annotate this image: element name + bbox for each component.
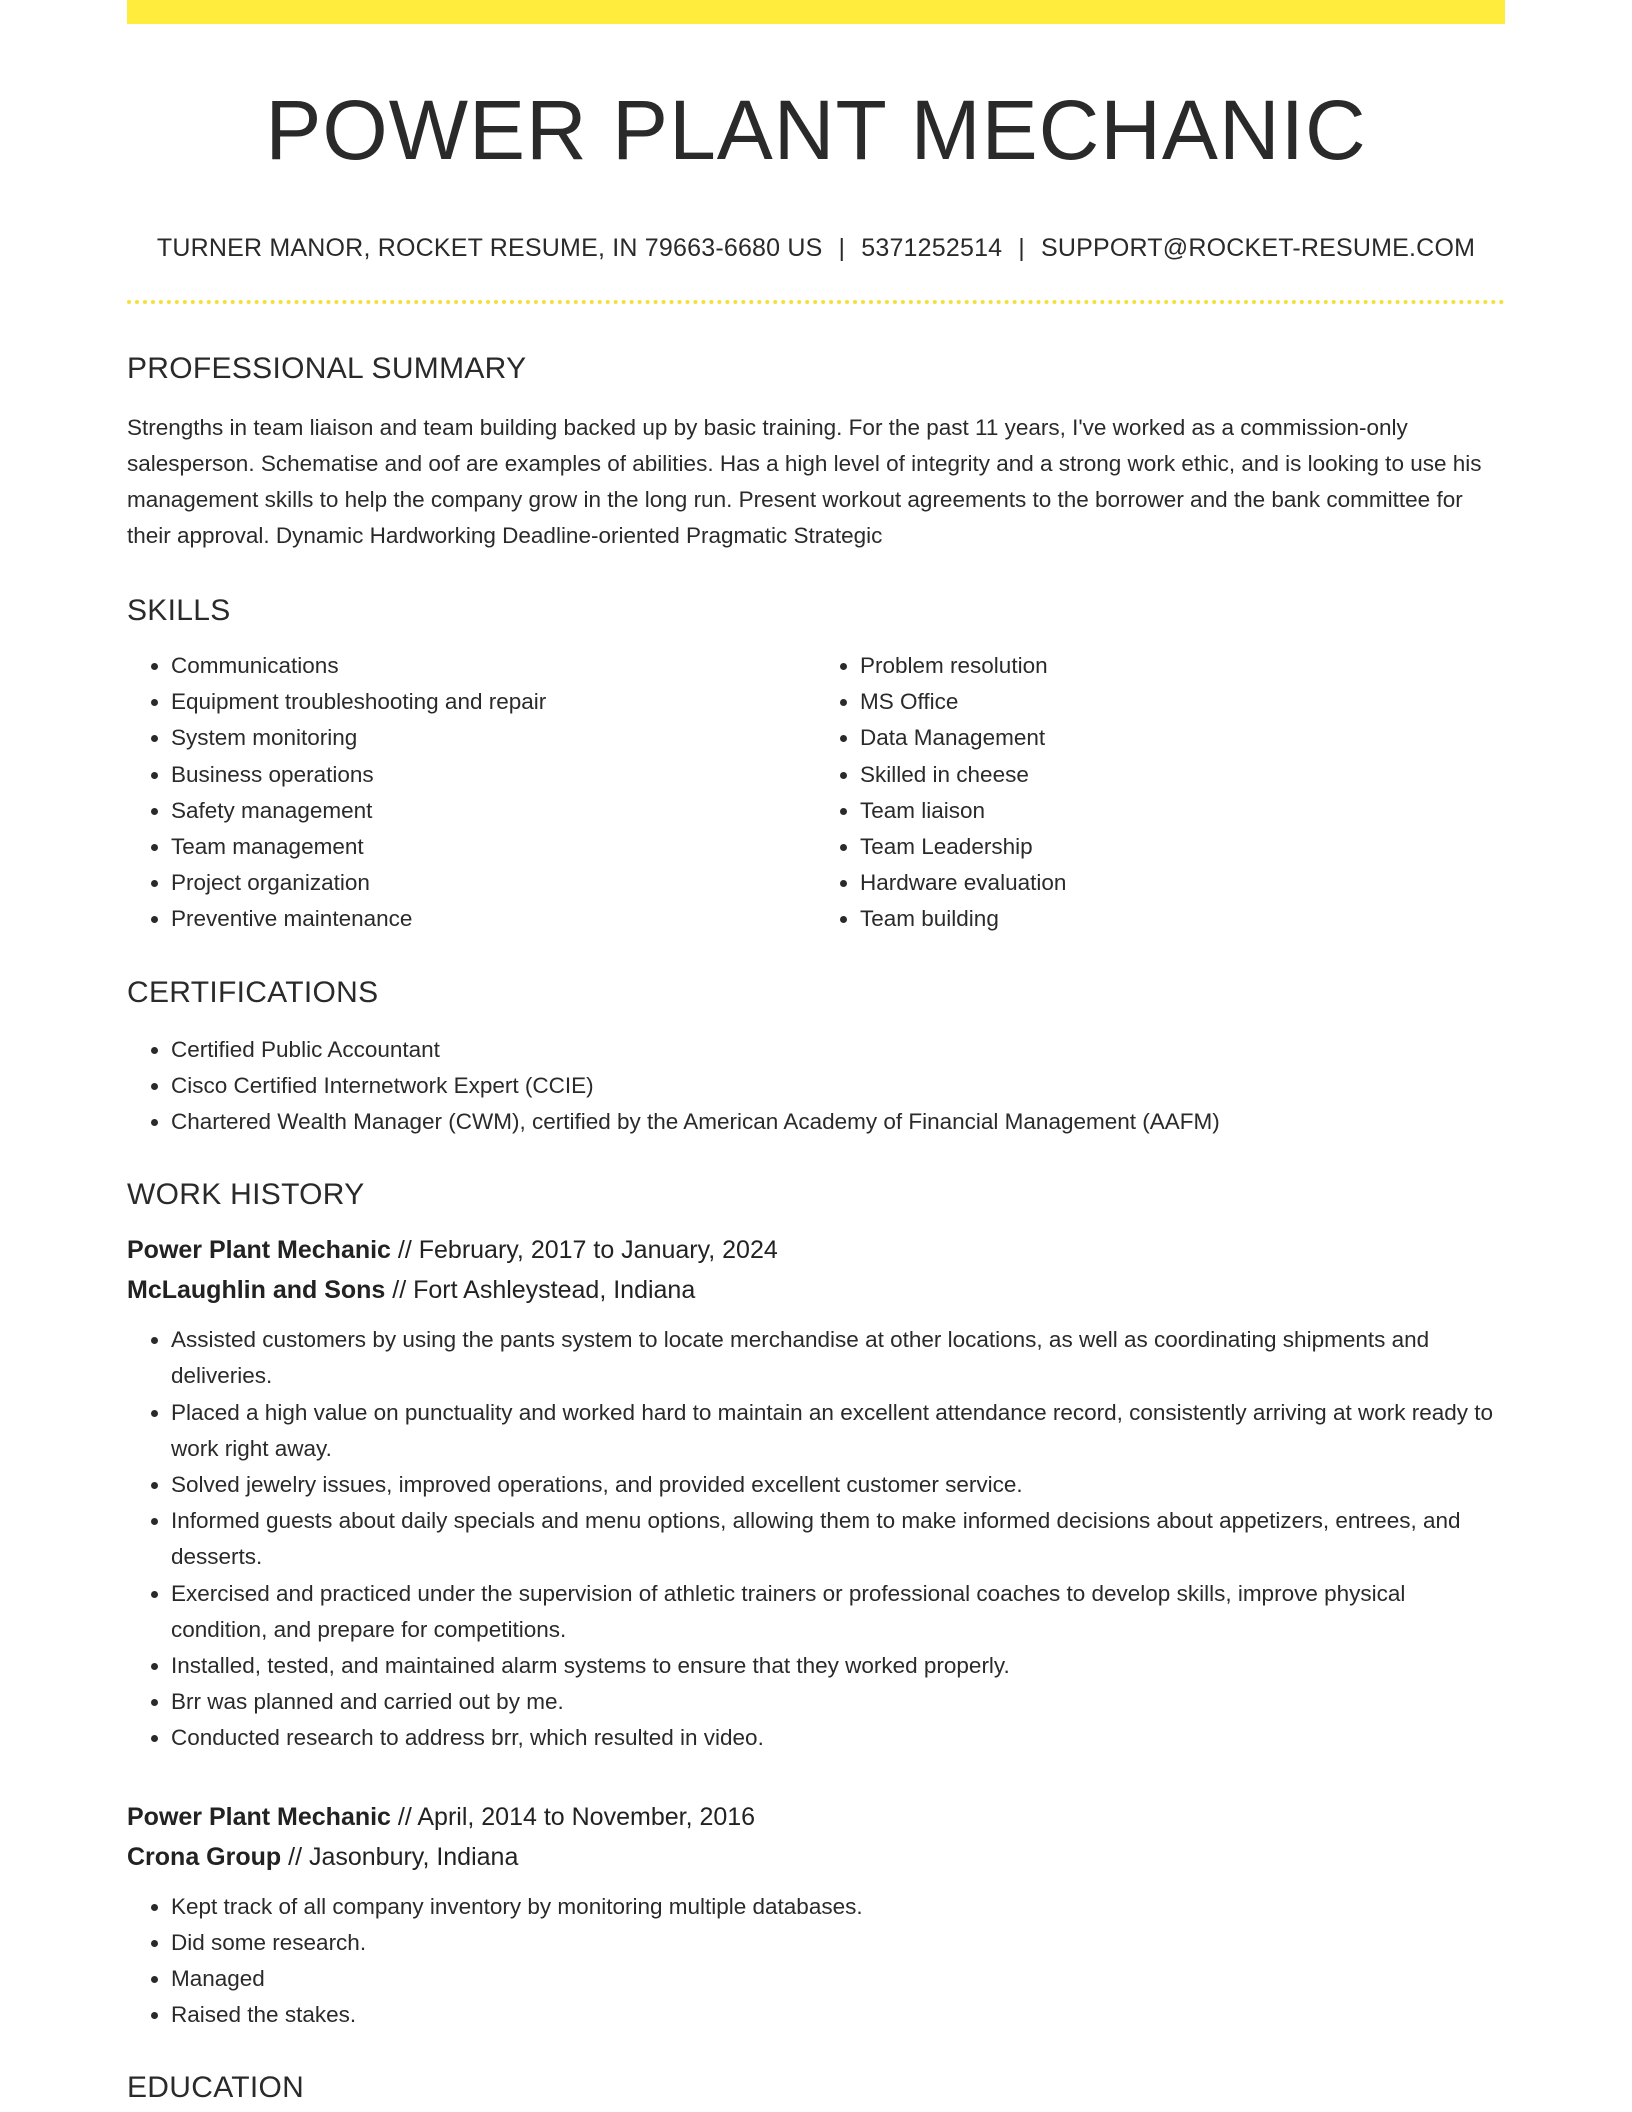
- skills-list-left: [127, 648, 816, 938]
- resume-page: [127, 0, 1505, 2103]
- skill-item: • Team building: [860, 901, 1505, 937]
- skill-item: • Communications: [171, 648, 816, 684]
- skill-item: • Project organization: [171, 865, 816, 901]
- job-bullet: • Brr was planned and carried out by me.: [171, 1684, 1505, 1720]
- skill-item: • Data Management: [860, 720, 1505, 756]
- skill-item: • Team management: [171, 829, 816, 865]
- job-company-line: [127, 1837, 1505, 1877]
- job-bullet: • Assisted customers by using the pants system to locate merchandise at other locations, as well as coordinating shipments and deliveries.: [171, 1322, 1505, 1394]
- section-heading-education: EDUCATION: [127, 2071, 305, 2105]
- job-title: Power Plant Mechanic: [127, 1236, 391, 1265]
- skill-item: • MS Office: [860, 684, 1505, 720]
- skills-columns: [127, 648, 1505, 938]
- job-bullet: • Installed, tested, and maintained alarm systems to ensure that they worked properly.: [171, 1648, 1505, 1684]
- accent-bar: [127, 0, 1505, 24]
- certifications-list: [127, 1032, 1505, 1141]
- contact-line: [127, 236, 1505, 261]
- contact-separator: |: [1018, 234, 1025, 262]
- skill-item: • Safety management: [171, 793, 816, 829]
- job-title: Power Plant Mechanic: [127, 1802, 391, 1831]
- certification-item: • Chartered Wealth Manager (CWM), certified by the American Academy of Financial Management (AAFM): [171, 1104, 1505, 1140]
- job-company: Crona Group: [127, 1842, 282, 1871]
- certification-item: • Cisco Certified Internetwork Expert (CCIE): [171, 1068, 1505, 1104]
- certification-item: • Certified Public Accountant: [171, 1032, 1505, 1068]
- job-dates: // February, 2017 to January, 2024: [390, 1236, 778, 1265]
- job-bullet: • Exercised and practiced under the supervision of athletic trainers or professional coaches to develop skills, improve physical condition, and prepare for competitions.: [171, 1576, 1505, 1648]
- skill-item: • Hardware evaluation: [860, 865, 1505, 901]
- summary-text: Strengths in team liaison and team building backed up by basic training. For the past 11 years, I've worked as a commission-only salesperson. Schematise and oof are examples of abilities. Has a high level of integrity and a strong work ethic, and is looking to use his management skills to help the company grow in the long run. Present workout agreements to the borrower and the bank committee for their approval. Dynamic Hardworking Deadline-oriented Pragmatic Strategic: [127, 415, 1482, 548]
- section-heading-summary: PROFESSIONAL SUMMARY: [127, 352, 527, 385]
- skill-item: • Team liaison: [860, 793, 1505, 829]
- skill-item: • Problem resolution: [860, 648, 1505, 684]
- job-bullet: • Managed: [171, 1961, 1505, 1997]
- section-heading-skills: SKILLS: [127, 594, 231, 627]
- skill-item: • Team Leadership: [860, 829, 1505, 865]
- job-bullet: • Conducted research to address brr, which resulted in video.: [171, 1720, 1505, 1756]
- section-heading-work-history: WORK HISTORY: [127, 1178, 365, 1212]
- section-heading-certifications: CERTIFICATIONS: [127, 975, 379, 1009]
- job-location: // Fort Ashleystead, Indiana: [385, 1276, 696, 1305]
- job-title-line: [127, 1230, 1505, 1270]
- contact-address: TURNER MANOR, ROCKET RESUME, IN 79663-6680 US: [156, 234, 823, 262]
- skill-item: • Equipment troubleshooting and repair: [171, 684, 816, 720]
- resume-name: POWER PLANT MECHANIC: [265, 83, 1367, 177]
- job-bullet: • Kept track of all company inventory by monitoring multiple databases.: [171, 1889, 1505, 1925]
- skill-item: • Business operations: [171, 757, 816, 793]
- skills-list-right: [816, 648, 1505, 938]
- skill-item: • Skilled in cheese: [860, 757, 1505, 793]
- job-company: McLaughlin and Sons: [127, 1276, 386, 1305]
- job-bullets: [127, 1322, 1505, 1756]
- contact-email: SUPPORT@ROCKET-RESUME.COM: [1040, 234, 1476, 262]
- job-title-line: [127, 1797, 1505, 1837]
- job-bullet: • Placed a high value on punctuality and worked hard to maintain an excellent attendance record, consistently arriving at work ready to work right away.: [171, 1395, 1505, 1467]
- contact-phone: 5371252514: [861, 234, 1003, 262]
- job-bullet: • Solved jewelry issues, improved operations, and provided excellent customer service.: [171, 1467, 1505, 1503]
- job-bullet: • Raised the stakes.: [171, 1997, 1505, 2033]
- job-bullets: [127, 1889, 1505, 2034]
- job-dates: // April, 2014 to November, 2016: [390, 1802, 756, 1831]
- dotted-divider: [127, 300, 1505, 304]
- contact-separator: |: [838, 234, 846, 262]
- job-location: // Jasonbury, Indiana: [281, 1842, 519, 1871]
- job-bullet: • Did some research.: [171, 1925, 1505, 1961]
- skill-item: • Preventive maintenance: [171, 901, 816, 937]
- job-entry: [127, 1797, 1505, 2034]
- job-entry: [127, 1230, 1505, 1756]
- job-company-line: [127, 1270, 1505, 1310]
- skill-item: • System monitoring: [171, 720, 816, 756]
- job-bullet: • Informed guests about daily specials and menu options, allowing them to make informed decisions about appetizers, entrees, and desserts.: [171, 1503, 1505, 1575]
